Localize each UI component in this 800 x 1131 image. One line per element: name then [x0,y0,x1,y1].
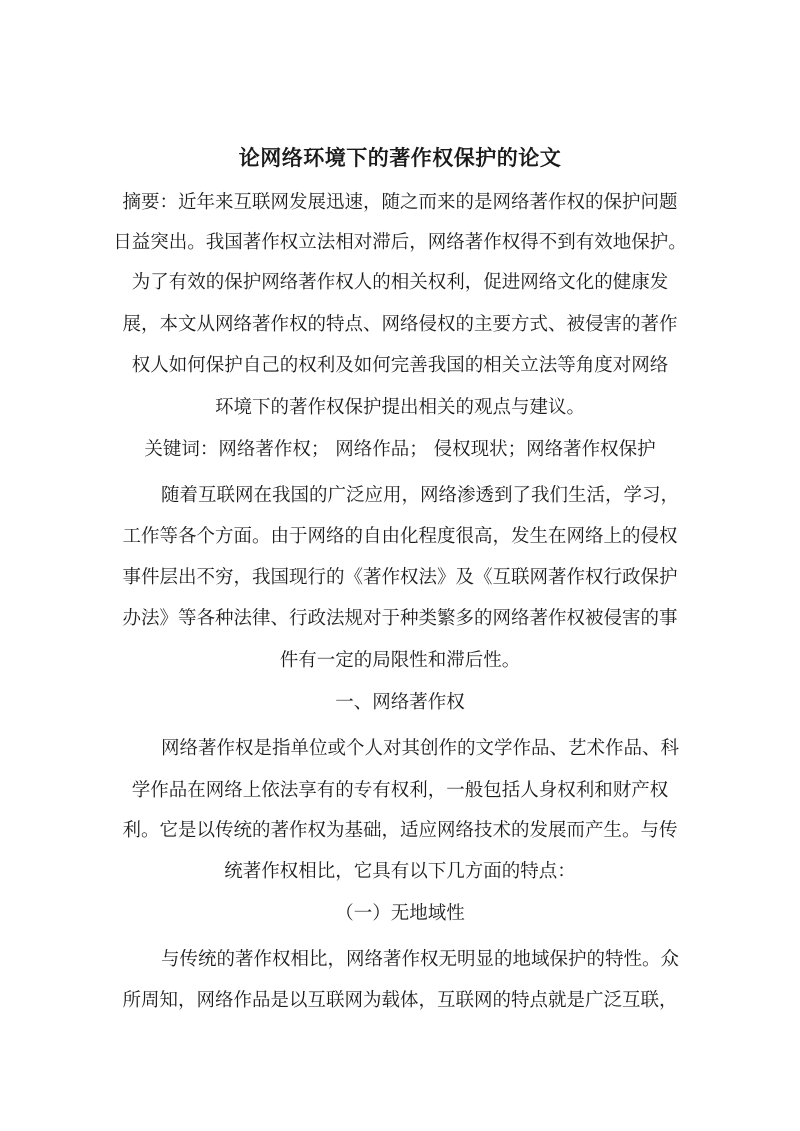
intro-line: 办法》等各种法律、行政法规对于种类繁多的网络著作权被侵害的事 [122,608,678,629]
abstract-line: 日益突出。我国著作权立法相对滞后，网络著作权得不到有效地保护。 [113,232,687,253]
abstract-line: 摘要：近年来互联网发展迅速，随之而来的是网络著作权的保护问题 [122,192,678,213]
section-heading: 一、网络著作权 [335,692,465,713]
section-body-line: 网络著作权是指单位或个人对其创作的文学作品、艺术作品、科 [160,738,679,759]
abstract-line: 展，本文从网络著作权的特点、网络侵权的主要方式、被侵害的著作 [122,314,678,335]
document-title: 论网络环境下的著作权保护的论文 [238,145,562,170]
section-body-line: 学作品在网络上依法享有的专有权利，一般包括人身权利和财产权 [131,780,669,801]
abstract-line: 为了有效的保护网络著作权人的相关权利，促进网络文化的健康发 [131,272,669,293]
abstract-line: 环境下的著作权保护提出相关的观点与建议。 [214,397,585,418]
section-body-line: 统著作权相比，它具有以下几方面的特点： [224,861,576,882]
intro-line: 件有一定的局限性和滞后性。 [279,650,521,671]
keywords-line: 关键词：网络著作权； 网络作品； 侵权现状；网络著作权保护 [144,439,656,460]
intro-line: 工作等各个方面。由于网络的自由化程度很高，发生在网络上的侵权 [122,526,678,547]
intro-line: 随着互联网在我国的广泛应用，网络渗透到了我们生活，学习， [160,485,679,506]
subsection-heading: （一）无地域性 [335,903,465,924]
subsection-body-line: 所周知，网络作品是以互联网为载体，互联网的特点就是广泛互联， [122,990,678,1011]
section-body-line: 利。它是以传统的著作权为基础，适应网络技术的发展而产生。与传 [122,820,678,841]
subsection-body-line: 与传统的著作权相比，网络著作权无明显的地域保护的特性。众 [160,949,679,970]
intro-line: 事件层出不穷，我国现行的《著作权法》及《互联网著作权行政保护 [122,567,678,588]
abstract-line: 权人如何保护自己的权利及如何完善我国的相关立法等角度对网络 [131,355,669,376]
